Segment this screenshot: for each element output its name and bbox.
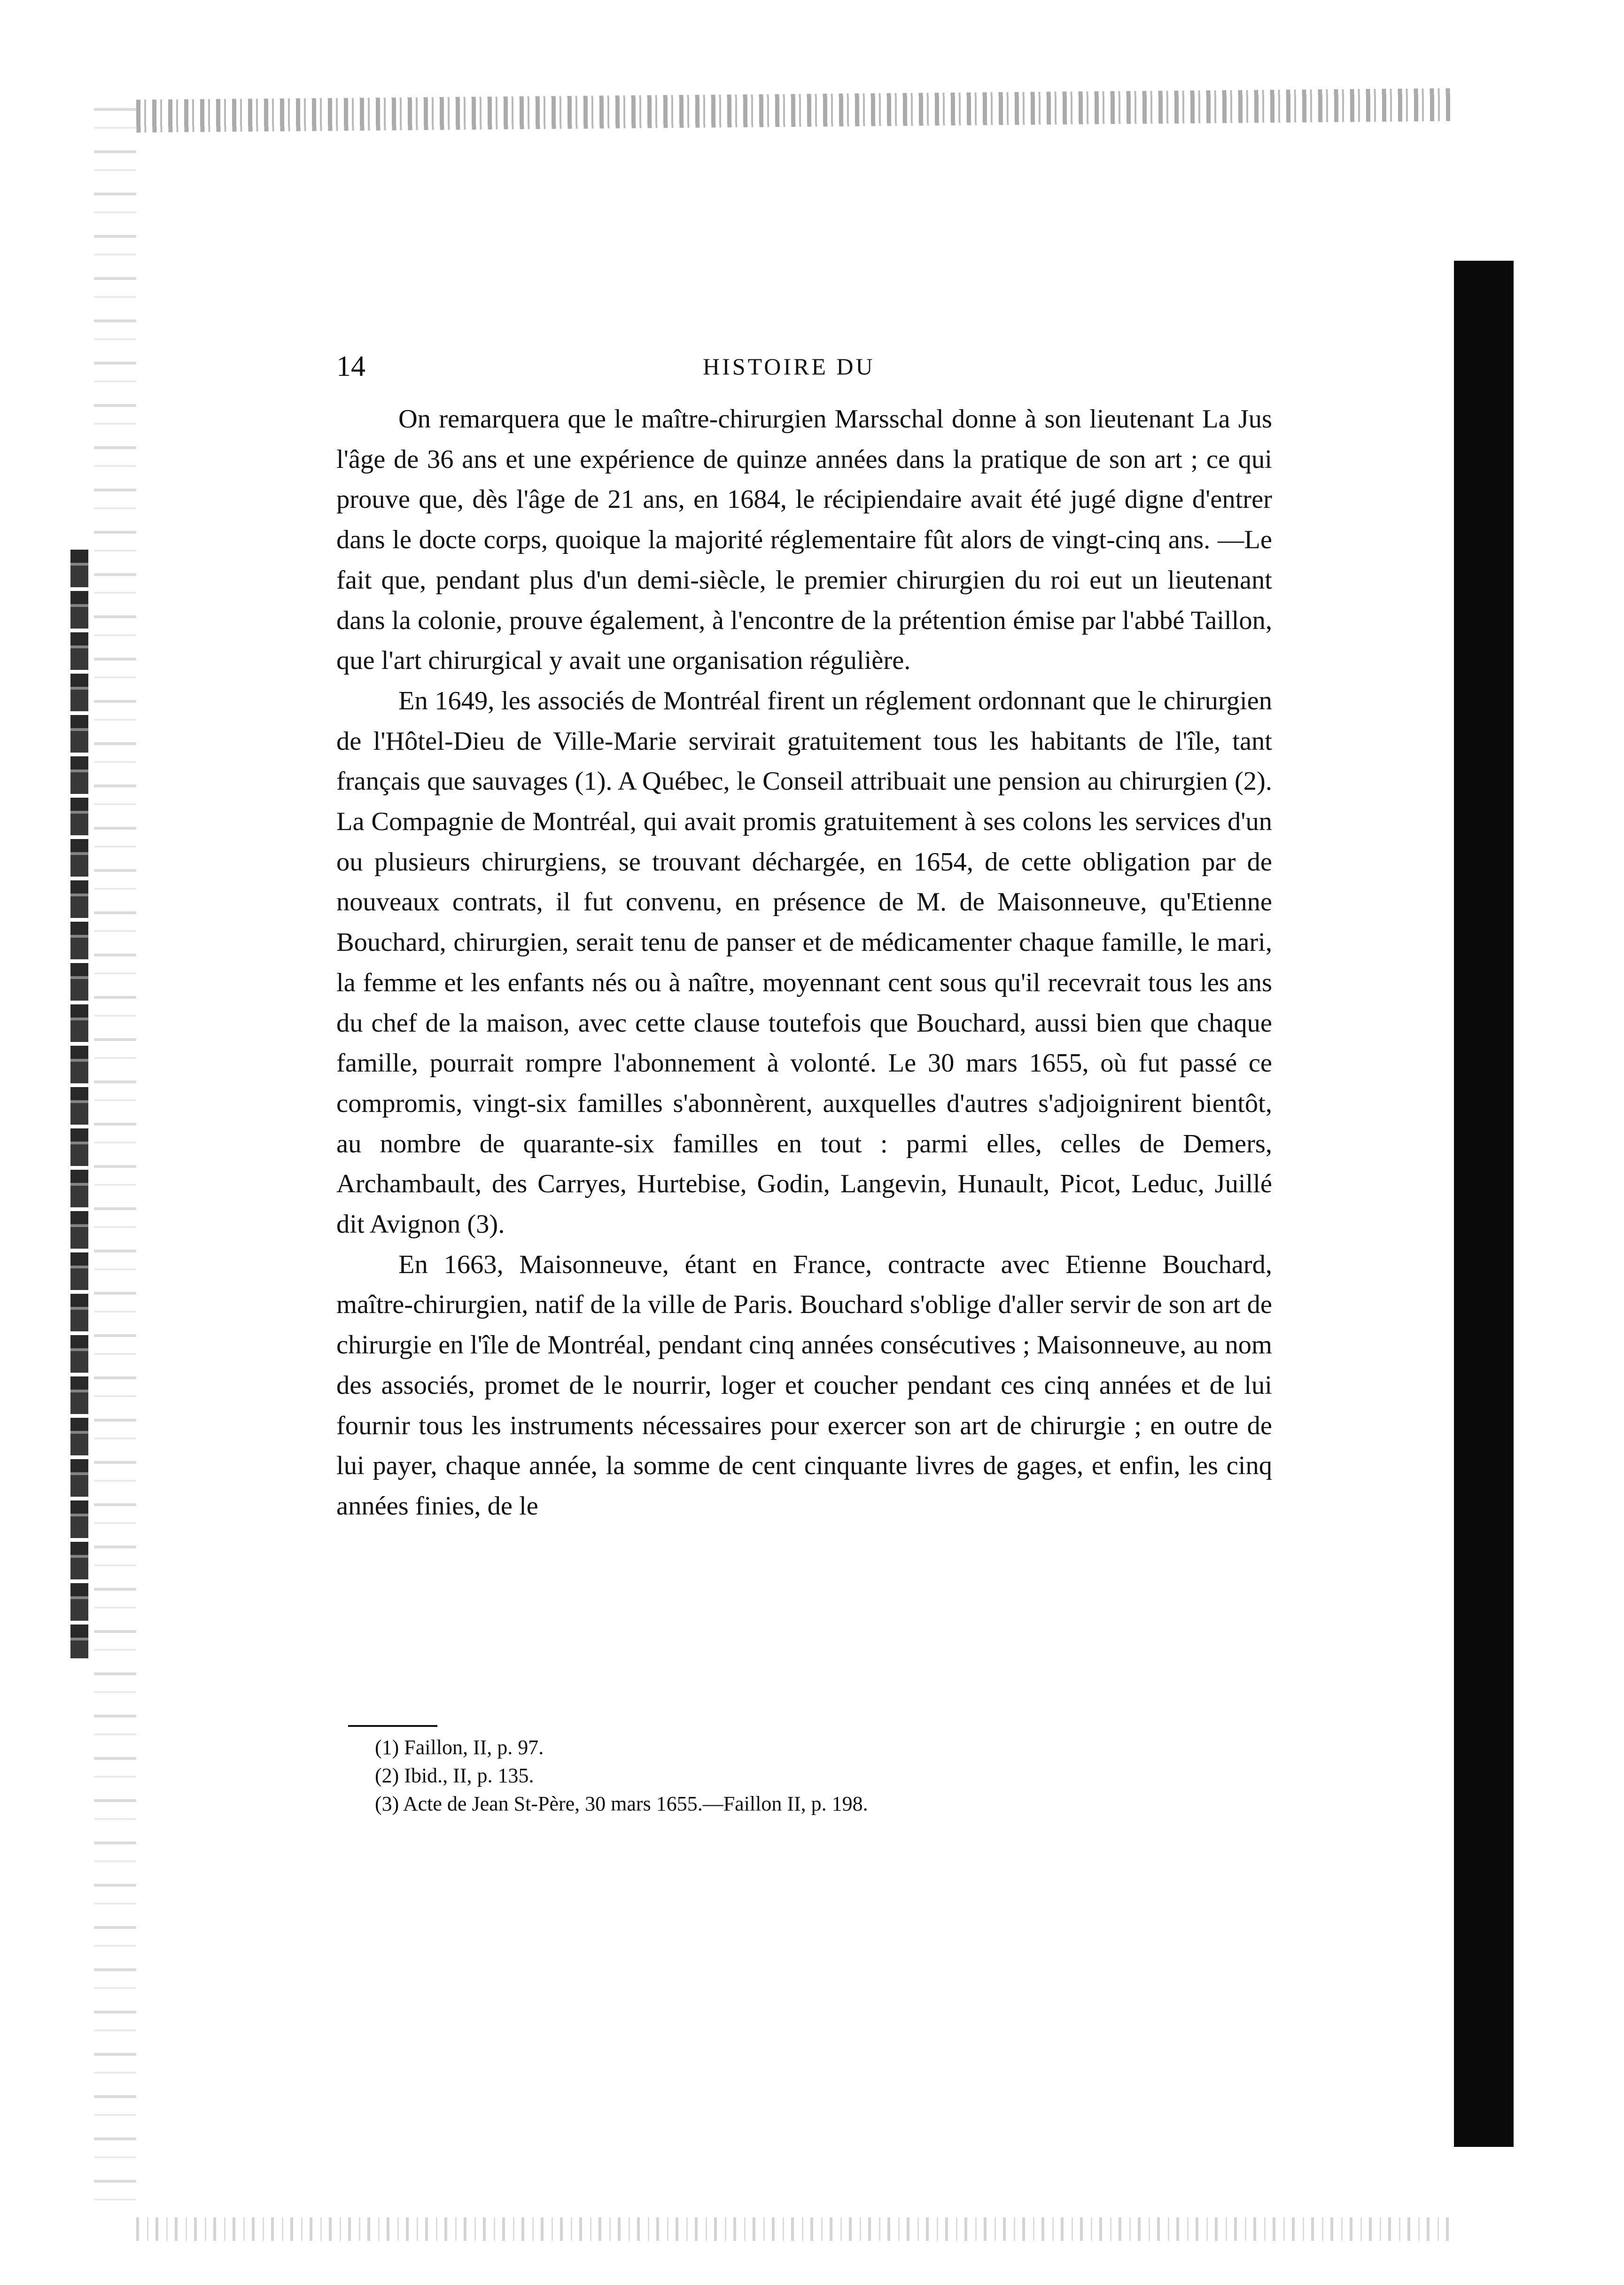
running-title: HISTOIRE DU [703, 353, 875, 380]
body-text [336, 399, 1272, 1527]
scan-noise-bottom [136, 2217, 1452, 2241]
paragraph: En 1663, Maisonneuve, étant en France, contracte avec Etienne Bouchard, maître-chirurgien, natif de la ville de Paris. Bouchard s'oblige d'aller servir de son art de chirurgie en l'île de Montréal, pendant cinq années consécutives ; Maisonneuve, au nom des associés, promet de le nourrir, loger et coucher pendant ces cinq années et de lui fournir tous les instruments nécessaires pour exercer son art de chirurgie ; en outre de lui payer, chaque année, la somme de cent cinquante livres de gages, et enfin, les cinq années finies, de le [336, 1250, 1272, 1521]
footnote: (2) Ibid., II, p. 135. [375, 1764, 534, 1787]
scan-noise-left-margin [94, 108, 136, 2222]
scan-noise-top [136, 88, 1452, 132]
footnote: (3) Acte de Jean St-Père, 30 mars 1655.—Faillon II, p. 198. [375, 1792, 868, 1815]
paragraph: On remarquera que le maître-chirurgien Marsschal donne à son lieutenant La Jus l'âge de 36 ans et une expérience de quinze années dans la pratique de son art ; ce qui prouve que, dès l'âge de 21 ans, en 1684, le récipiendaire avait été jugé digne d'entrer dans le docte corps, quoique la majorité réglementaire fût alors de vingt-cinq ans. —Le fait que, pendant plus d'un demi-siècle, le premier chirurgien du roi eut un lieutenant dans la colonie, prouve également, à l'encontre de la prétention émise par l'abbé Taillon, que l'art chirurgical y avait une organisation régulière. [336, 404, 1272, 676]
footnote: (1) Faillon, II, p. 97. [375, 1736, 544, 1759]
page-header [336, 345, 1238, 388]
binding-edge-strip [70, 550, 88, 1658]
page-edge-shadow [1454, 261, 1514, 2147]
paragraph: En 1649, les associés de Montréal firent un réglement ordonnant que le chirurgien de l'Hôtel-Dieu de Ville-Marie servirait gratuitement tous les habitants de l'île, tant français que sauvages (1). A Québec, le Conseil attribuait une pension au chirurgien (2). La Compagnie de Montréal, qui avait promis gratuitement à ses colons les services d'un ou plusieurs chirurgiens, se trouvant déchargée, en 1654, de cette obligation par de nouveaux contrats, il fut convenu, en présence de M. de Maisonneuve, qu'Etienne Bouchard, chirurgien, serait tenu de panser et de médicamenter chaque famille, le mari, la femme et les enfants nés ou à naître, moyennant cent sous qu'il recevrait tous les ans du chef de la maison, avec cette clause toutefois que Bouchard, aussi bien que chaque famille, pourrait rompre l'abonnement à volonté. Le 30 mars 1655, où fut passé ce compromis, vingt-six familles s'abonnèrent, auxquelles d'autres s'adjoignirent bientôt, au nombre de quarante-six familles en tout : parmi elles, celles de Demers, Archambault, des Carryes, Hurtebise, Godin, Langevin, Hunault, Picot, Leduc, Juillé dit Avignon (3). [336, 686, 1272, 1239]
footnotes [375, 1733, 1220, 1818]
page-number: 14 [336, 350, 365, 382]
footnote-rule [348, 1725, 437, 1727]
